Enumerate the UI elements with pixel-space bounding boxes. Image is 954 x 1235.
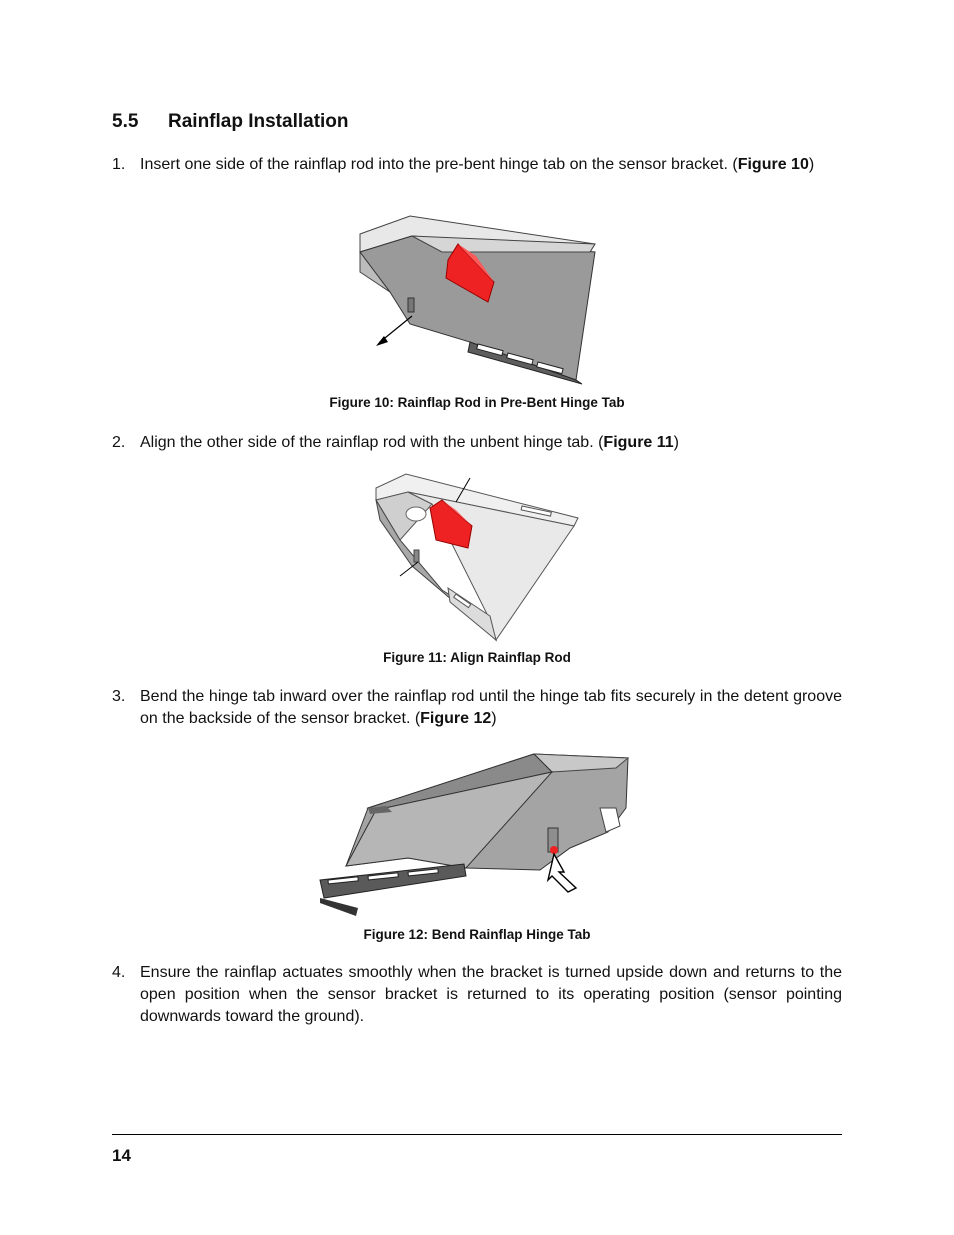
step-text: Bend the hinge tab inward over the rainflap rod until the hinge tab fits securely in the detent groove on the backside of the sensor bracket. (Figure 12): [140, 688, 842, 727]
figure-ref: Figure 12: [420, 710, 492, 727]
section-number: 5.5: [112, 111, 139, 132]
page-number: 14: [112, 1146, 131, 1165]
figure-12-illustration: [316, 748, 638, 920]
step-2: [112, 432, 842, 454]
step-text: Insert one side of the rainflap rod into the pre-bent hinge tab on the sensor bracket. (Figure 10): [140, 156, 815, 173]
figure-ref: Figure 11: [603, 434, 674, 451]
step-text: Ensure the rainflap actuates smoothly when the bracket is turned upside down and returns to the open position when the sensor bracket is returned to its operating position (sensor pointing downwards toward the ground).: [140, 964, 842, 1025]
section-title: Rainflap Installation: [168, 111, 349, 132]
step-number: 3.: [112, 688, 126, 705]
footer-divider: [112, 1134, 842, 1135]
step-number: 1.: [112, 156, 126, 173]
figure-11-caption: Figure 11: Align Rainflap Rod: [383, 650, 571, 665]
section-heading: [112, 111, 349, 133]
figure-12-caption: Figure 12: Bend Rainflap Hinge Tab: [363, 927, 591, 942]
step-text: Align the other side of the rainflap rod with the unbent hinge tab. (Figure 11): [140, 434, 679, 451]
figure-ref: Figure 10: [737, 156, 809, 173]
step-4: [112, 962, 842, 1028]
step-number: 2.: [112, 434, 126, 451]
figure-10-illustration: [350, 212, 610, 390]
step-1: [112, 154, 842, 176]
step-number: 4.: [112, 964, 126, 981]
figure-10-caption: Figure 10: Rainflap Rod in Pre-Bent Hinge Tab: [329, 395, 625, 410]
figure-11-illustration: [372, 470, 584, 646]
step-3: [112, 686, 842, 730]
